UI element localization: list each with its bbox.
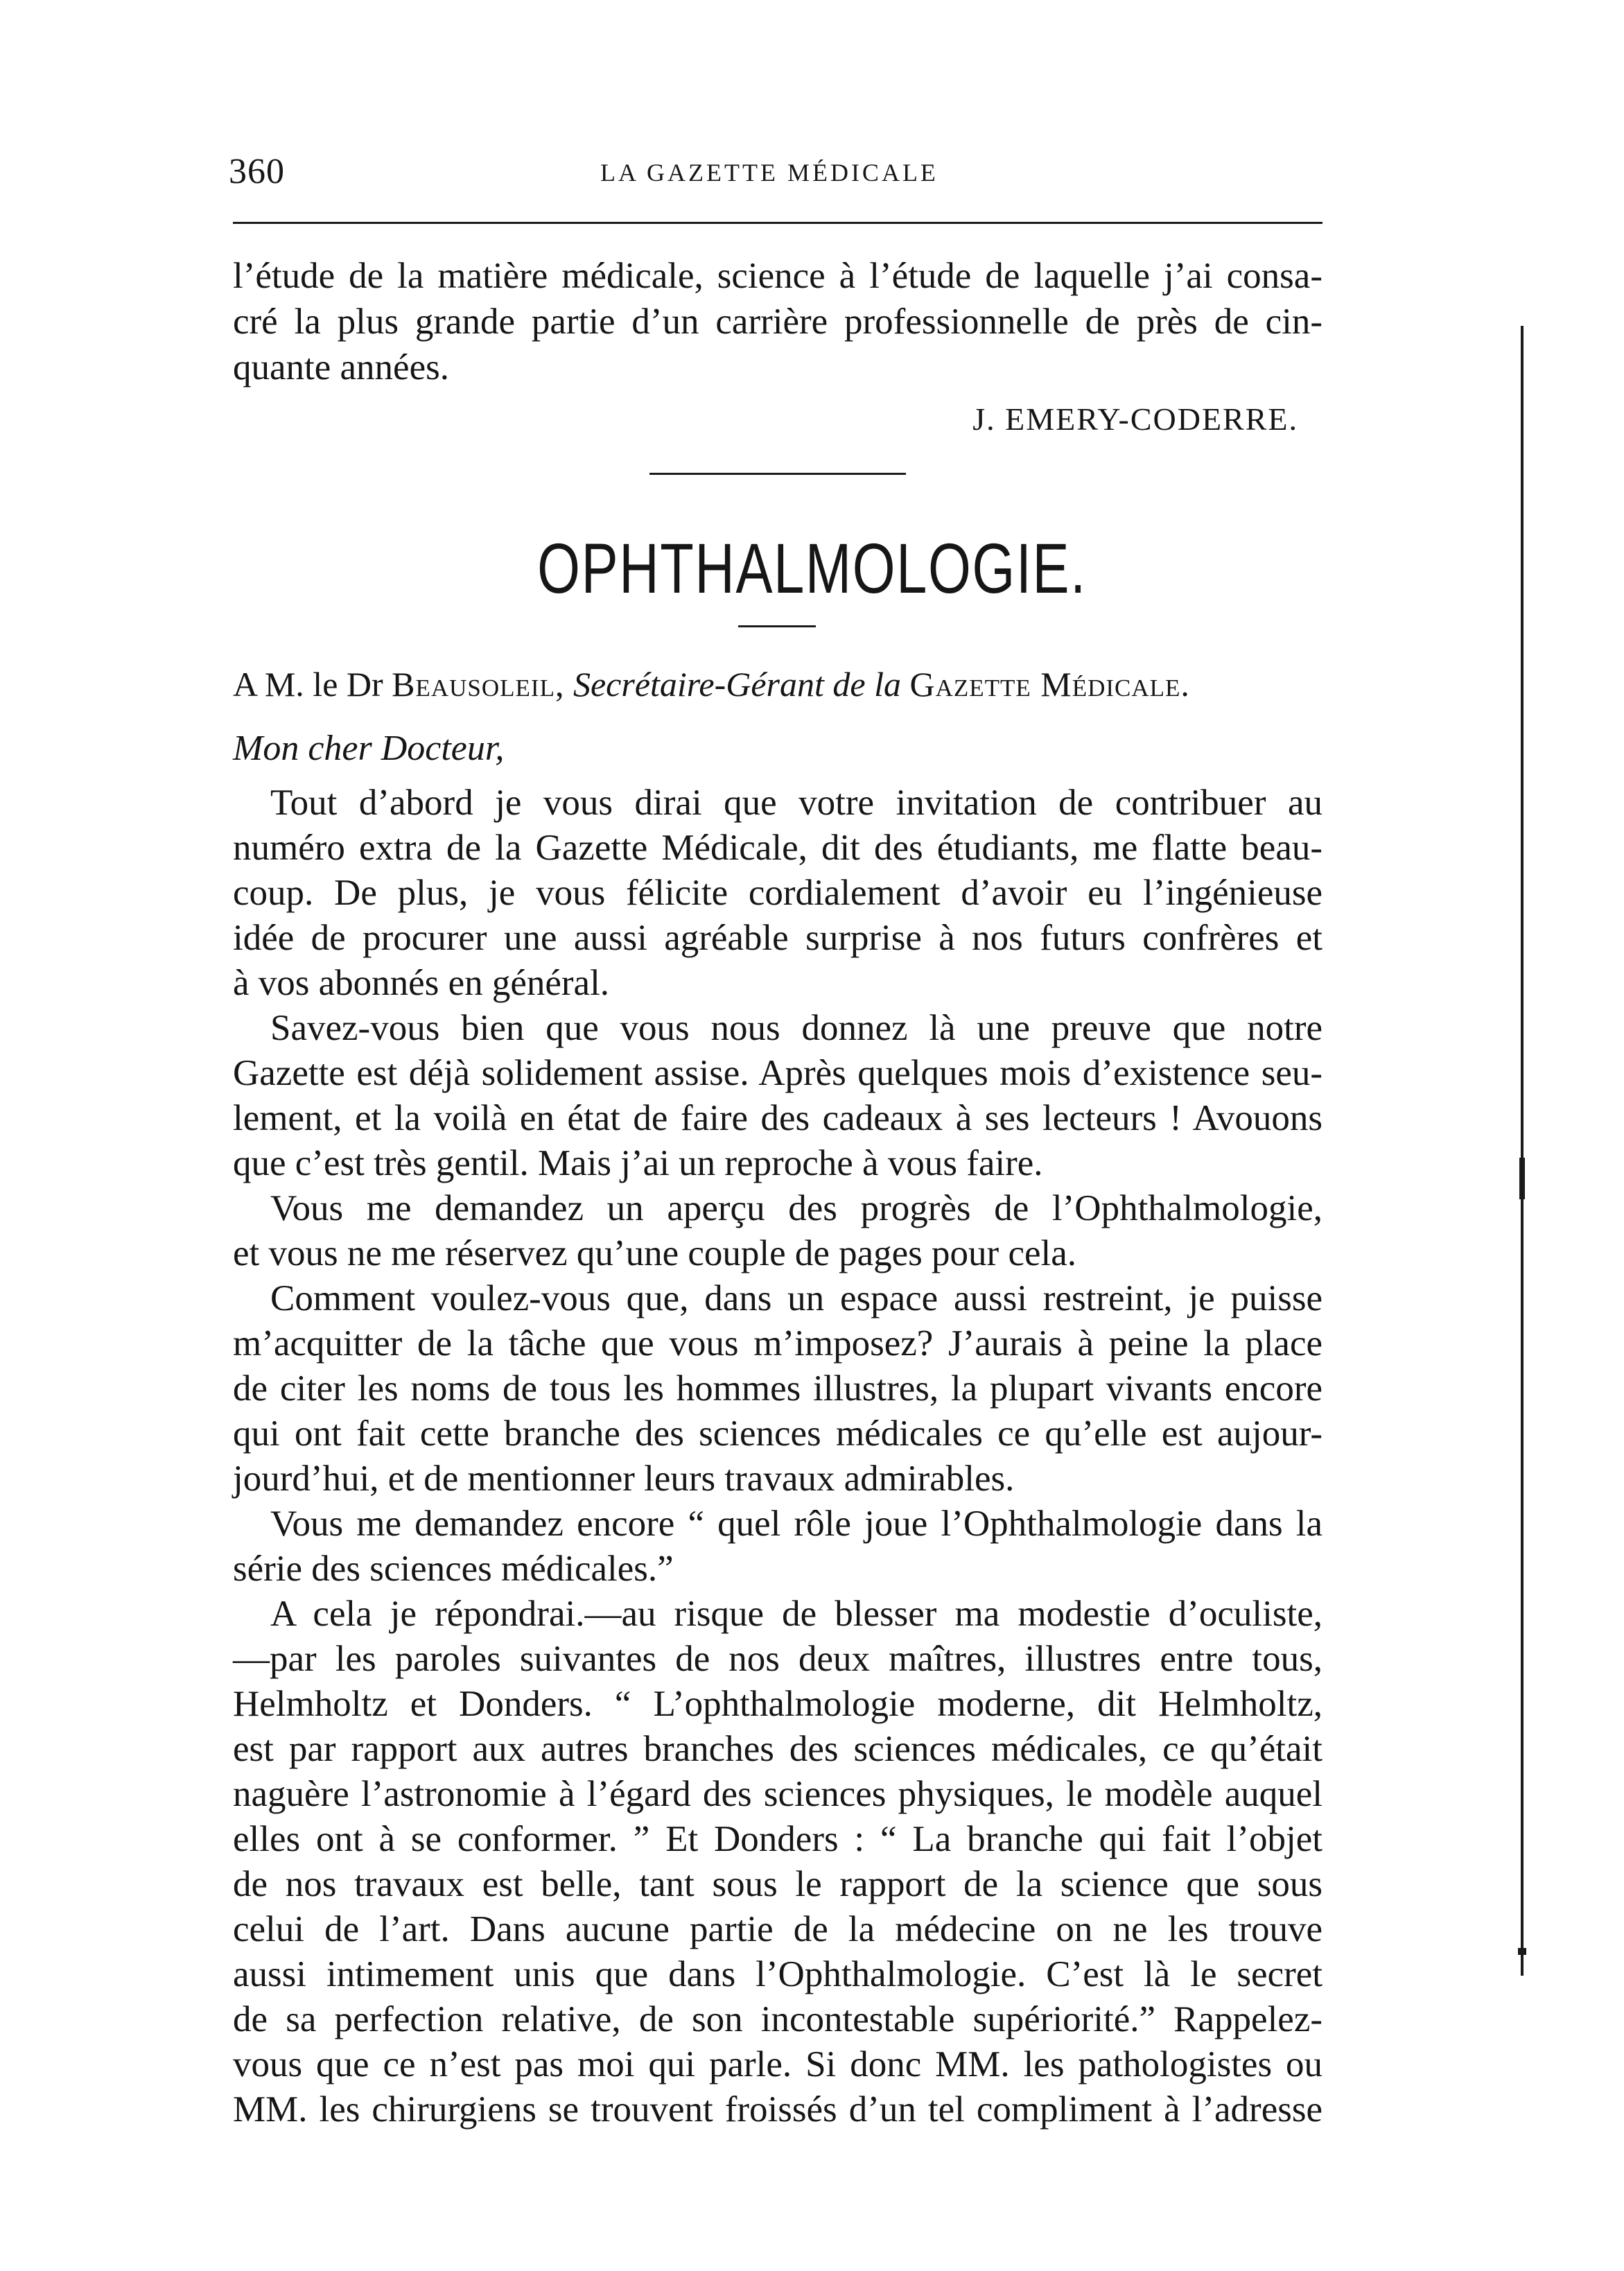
page-number: 360 xyxy=(229,152,285,191)
text-line: est par rapport aux autres branches des sciences médicales, ce qu’était xyxy=(233,1729,1322,1769)
text-line: idée de procurer une aussi agréable surprise à nos futurs confrères et xyxy=(233,918,1322,958)
text-line: Vous me demandez encore “ quel rôle joue l’Ophthalmologie dans la xyxy=(270,1504,1322,1544)
text-line: série des sciences médicales.” xyxy=(233,1549,674,1589)
text-line: coup. De plus, je vous félicite cordialement d’avoir eu l’ingénieuse xyxy=(233,873,1322,913)
text-line: MM. les chirurgiens se trouvent froissés d’un tel compliment à l’adresse xyxy=(233,2089,1322,2130)
author-signature: J. EMERY-CODERRE. xyxy=(972,401,1298,437)
text-line: jourd’hui, et de mentionner leurs travaux admirables. xyxy=(233,1459,1015,1499)
text-line: de sa perfection relative, de son incontestable supériorité.” Rappelez- xyxy=(233,1999,1322,2039)
text-line: que c’est très gentil. Mais j’ai un reproche à vous faire. xyxy=(233,1143,1043,1183)
text-line: Tout d’abord je vous dirai que votre invitation de contribuer au xyxy=(270,783,1322,823)
text-line: celui de l’art. Dans aucune partie de la médecine on ne les trouve xyxy=(233,1909,1322,1949)
addressee-name: Beausoleil, xyxy=(392,665,565,704)
addressee-journal: Gazette Médicale. xyxy=(909,665,1190,704)
text-line: Helmholtz et Donders. “ L’ophthalmologie moderne, dit Helmholtz, xyxy=(233,1684,1322,1724)
text-line: l’étude de la matière médicale, science à l’étude de laquelle j’ai consa- xyxy=(233,256,1322,296)
text-line: et vous ne me réservez qu’une couple de pages pour cela. xyxy=(233,1233,1077,1273)
text-line: quante années. xyxy=(233,347,449,388)
addressee-prefix: A M. le Dr xyxy=(233,665,392,704)
header-rule xyxy=(233,222,1322,224)
section-divider xyxy=(649,473,906,475)
text-line: lement, et la voilà en état de faire des cadeaux à ses lecteurs ! Avouons xyxy=(233,1098,1322,1138)
addressee-line xyxy=(233,664,1322,704)
addressee-role: Secrétaire-Gérant de la xyxy=(573,665,901,704)
text-line: naguère l’astronomie à l’égard des sciences physiques, le modèle auquel xyxy=(233,1774,1322,1814)
salutation: Mon cher Docteur, xyxy=(233,729,505,768)
text-line: m’acquitter de la tâche que vous m’imposez? J’aurais à peine la place xyxy=(233,1323,1322,1364)
text-line: numéro extra de la Gazette Médicale, dit des étudiants, me flatte beau- xyxy=(233,828,1322,868)
text-line: de citer les noms de tous les hommes illustres, la plupart vivants encore xyxy=(233,1368,1322,1409)
text-line: Gazette est déjà solidement assise. Après quelques mois d’existence seu- xyxy=(233,1053,1322,1093)
text-line: Comment voulez-vous que, dans un espace aussi restreint, je puisse xyxy=(270,1278,1322,1319)
text-line: à vos abonnés en général. xyxy=(233,963,610,1003)
text-line: qui ont fait cette branche des sciences médicales ce qu’elle est aujour- xyxy=(233,1413,1322,1454)
running-title: LA GAZETTE MÉDICALE xyxy=(600,159,938,186)
text-line: elles ont à se conformer. ” Et Donders : “ La branche qui fait l’objet xyxy=(233,1819,1322,1859)
text-line: A cela je répondrai.—au risque de blesser ma modestie d’oculiste, xyxy=(270,1594,1322,1634)
text-line: aussi intimement unis que dans l’Ophthalmologie. C’est là le secret xyxy=(233,1954,1322,1994)
text-line: vous que ce n’est pas moi qui parle. Si donc MM. les pathologistes ou xyxy=(233,2044,1322,2085)
binding-edge xyxy=(1518,326,1526,1976)
text-line: de nos travaux est belle, tant sous le rapport de la science que sous xyxy=(233,1864,1322,1904)
text-line: cré la plus grande partie d’un carrière professionnelle de près de cin- xyxy=(233,302,1322,342)
text-line: Vous me demandez un aperçu des progrès de l’Ophthalmologie, xyxy=(270,1188,1322,1228)
article-title: OPHTHALMOLOGIE. xyxy=(537,529,1087,608)
title-rule xyxy=(738,625,816,627)
text-line: —par les paroles suivantes de nos deux maîtres, illustres entre tous, xyxy=(233,1639,1322,1679)
text-line: Savez-vous bien que vous nous donnez là une preuve que notre xyxy=(270,1008,1322,1048)
